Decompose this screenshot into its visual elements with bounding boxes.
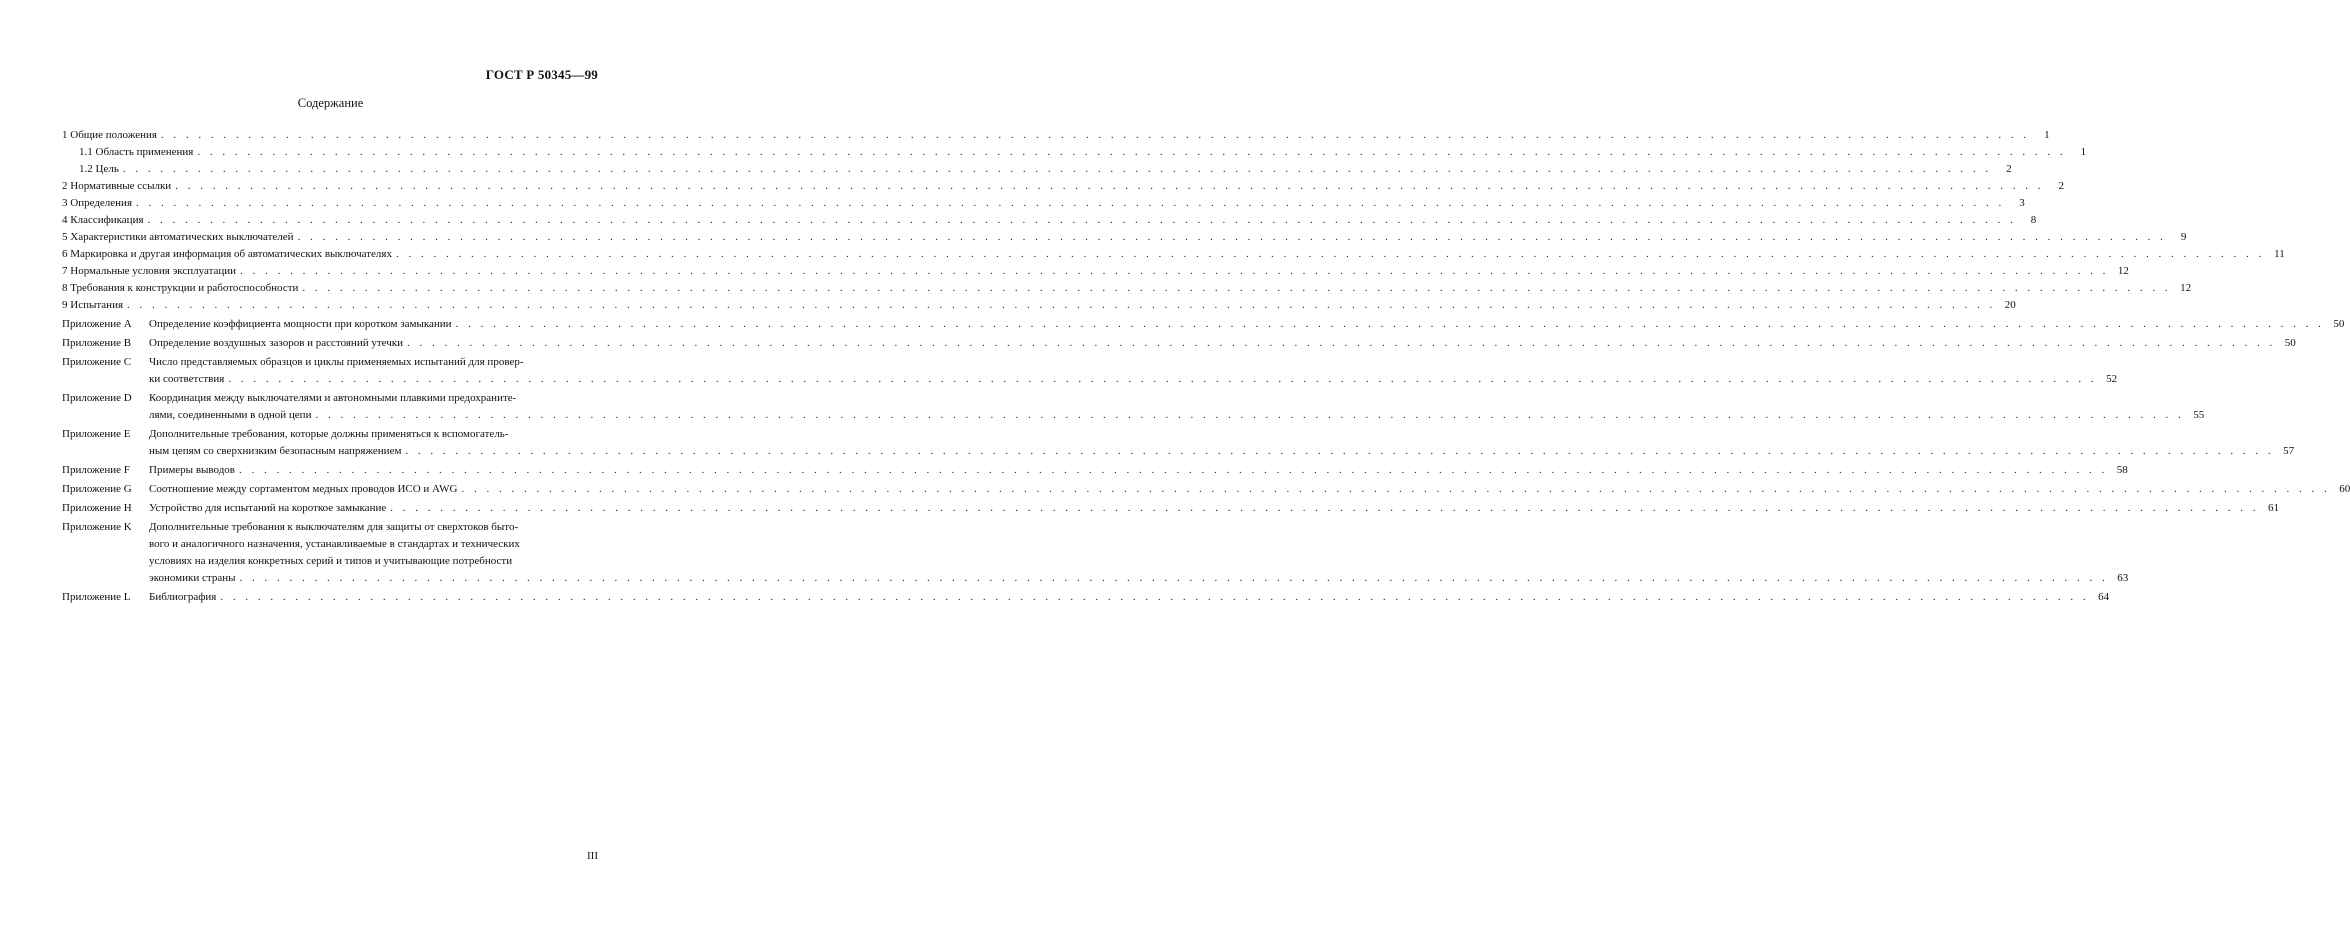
appendix-title-line: Координация между выключателями и автономными плавкими предохраните- <box>149 392 517 404</box>
table-of-contents <box>62 127 2350 606</box>
toc-entry-page: 3 <box>2019 197 2025 209</box>
toc-entry-page: 11 <box>2274 248 2285 260</box>
appendix-entry <box>62 462 2128 479</box>
toc-entry-page: 12 <box>2117 265 2129 277</box>
toc-entry <box>62 178 2064 195</box>
toc-entry <box>62 246 2285 263</box>
toc-entry <box>62 212 2037 229</box>
appendix-title-line: Примеры выводов <box>149 464 235 476</box>
appendix-label: Приложение H <box>62 502 132 514</box>
appendix-label: Приложение C <box>62 356 132 368</box>
toc-entry-page: 1 <box>2044 129 2050 141</box>
appendix-label: Приложение E <box>62 428 131 440</box>
appendix-label: Приложение G <box>62 483 132 495</box>
appendix-entry <box>62 354 2118 388</box>
toc-entry <box>62 144 2087 161</box>
toc-entry <box>62 195 2025 212</box>
toc-entry-text: 1 Общие положения <box>62 129 157 141</box>
toc-entry-page: 1 <box>2080 146 2087 158</box>
leader-dots <box>456 316 2325 333</box>
toc-entry-page: 20 <box>2004 299 2016 311</box>
leader-dots <box>405 443 2274 460</box>
toc-entry-text: 4 Классификация <box>62 214 144 226</box>
appendix-entry <box>62 519 2129 587</box>
appendix-page: 58 <box>2116 464 2128 476</box>
document-code: ГОСТ Р 50345—99 <box>485 67 598 82</box>
appendix-page: 55 <box>2193 409 2205 421</box>
toc-entry-text: 2 Нормативные ссылки <box>62 180 172 192</box>
leader-dots <box>136 195 2005 212</box>
appendix-entry <box>62 426 2295 460</box>
page-number: III <box>587 850 598 862</box>
appendix-page: 64 <box>2098 591 2110 603</box>
toc-entry <box>62 161 2012 178</box>
appendix-page: 61 <box>2267 502 2279 514</box>
appendix-title-line: Дополнительные требования, которые должны применяться к вспомогатель- <box>149 428 509 440</box>
appendix-entry <box>62 500 2279 517</box>
leader-dots <box>161 127 2030 144</box>
appendix-title-line: Дополнительные требования к выключателям для защиты от сверхтоков быто- <box>149 521 519 533</box>
appendix-entry <box>62 481 2350 498</box>
appendix-title-line: ным цепям со сверхнизким безопасным напряжением <box>149 445 402 457</box>
appendix-label: Приложение K <box>62 521 132 533</box>
toc-title: Содержание <box>297 96 364 110</box>
toc-entry-page: 2 <box>2058 180 2064 192</box>
toc-entry-text: 3 Определения <box>62 197 133 209</box>
appendix-page: 60 <box>2339 483 2350 495</box>
appendix-label: Приложение B <box>62 337 132 349</box>
leader-dots <box>396 246 2265 263</box>
appendix-entry <box>62 316 2345 333</box>
appendix-page: 50 <box>2333 318 2345 330</box>
appendix-entry <box>62 589 2110 606</box>
appendix-label: Приложение D <box>62 392 132 404</box>
appendix-label: Приложение F <box>62 464 130 476</box>
toc-entry-page: 9 <box>2180 231 2187 243</box>
toc-entry <box>62 127 2050 144</box>
leader-dots <box>461 481 2330 498</box>
appendix-title-line: ки соответствия <box>149 373 225 385</box>
toc-entry-text: 9 Испытания <box>62 299 124 311</box>
appendix-page: 50 <box>2284 337 2296 349</box>
appendix-page: 52 <box>2106 373 2118 385</box>
appendix-title-line: лями, соединенными в одной цепи <box>149 409 312 421</box>
appendix-title-line: Соотношение между сортаментом медных проводов ИСО и AWG <box>149 483 458 495</box>
toc-entry-text: 8 Требования к конструкции и работоспособности <box>62 282 299 294</box>
toc-entry <box>62 229 2187 246</box>
leader-dots <box>407 335 2276 352</box>
appendix-page: 63 <box>2117 572 2129 584</box>
appendix-label: Приложение A <box>62 318 132 330</box>
appendix-title-line: Определение коэффициента мощности при коротком замыкании <box>149 318 452 330</box>
appendix-title-line: Библиография <box>149 591 217 603</box>
appendix-page: 57 <box>2283 445 2295 457</box>
appendix-title-line: условиях на изделия конкретных серий и типов и учитывающие потребности <box>149 555 513 567</box>
leader-dots <box>298 229 2167 246</box>
leader-dots <box>390 500 2259 517</box>
leader-dots <box>127 297 1996 314</box>
toc-entry <box>62 263 2129 280</box>
leader-dots <box>175 178 2044 195</box>
toc-entry <box>62 297 2016 314</box>
toc-entry-text: 7 Нормальные условия эксплуатации <box>62 265 237 277</box>
leader-dots <box>220 589 2089 606</box>
leader-dots <box>148 212 2017 229</box>
toc-entry-text: 1.1 Область применения <box>79 146 194 158</box>
appendix-title-line: Число представляемых образцов и циклы применяемых испытаний для провер- <box>149 356 524 368</box>
toc-entry-text: 6 Маркировка и другая информация об автоматических выключателях <box>62 248 392 260</box>
leader-dots <box>228 371 2097 388</box>
appendix-title-line: вого и аналогичного назначения, устанавливаемые в стандартах и технических <box>149 538 520 550</box>
leader-dots <box>302 280 2171 297</box>
appendix-entry <box>62 335 2296 352</box>
leader-dots <box>315 407 2184 424</box>
appendix-title-line: экономики страны <box>149 572 236 584</box>
toc-entry-page: 2 <box>2006 163 2012 175</box>
leader-dots <box>123 161 1992 178</box>
toc-entry <box>62 280 2192 297</box>
appendix-entry <box>62 390 2205 424</box>
appendix-label: Приложение L <box>62 591 131 603</box>
toc-entry-page: 12 <box>2180 282 2192 294</box>
leader-dots <box>240 570 2109 587</box>
toc-entry-page: 8 <box>2030 214 2037 226</box>
leader-dots <box>240 263 2109 280</box>
appendix-title-line: Устройство для испытаний на короткое замыкание <box>149 502 387 514</box>
leader-dots <box>239 462 2108 479</box>
toc-entry-text: 5 Характеристики автоматических выключателей <box>62 231 294 243</box>
appendix-title-line: Определение воздушных зазоров и расстояний утечки <box>149 337 404 349</box>
toc-entry-text: 1.2 Цель <box>79 163 119 175</box>
leader-dots <box>197 144 2066 161</box>
